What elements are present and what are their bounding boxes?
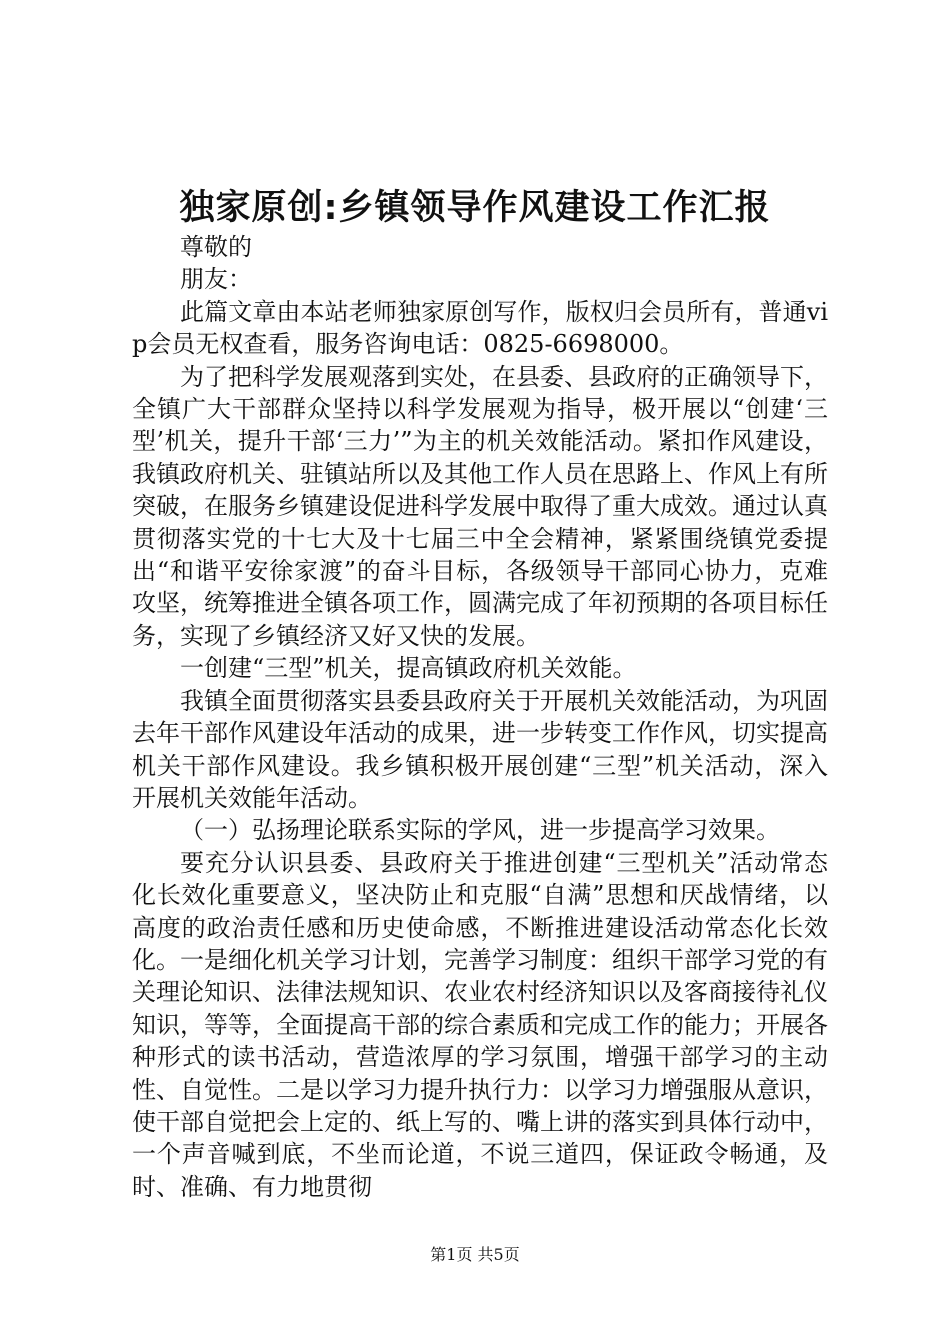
salutation-line-2: 朋友： — [180, 265, 252, 294]
copyright-notice-paragraph: 此篇文章由本站老师独家原创写作，版权归会员所有，普通vip会员无权查看，服务咨询电话：0825-6698000。 — [132, 297, 828, 359]
document-title: 独家原创:乡镇领导作风建设工作汇报 — [179, 188, 771, 228]
intro-paragraph: 为了把科学发展观落到实处，在县委、县政府的正确领导下，全镇广大干部群众坚持以科学发展观为指导，极开展以“创建‘三型’机关，提升干部‘三力’”为主的机关效能活动。紧扣作风建设，我镇政府机关、驻镇站所以及其他工作人员在思路上、作风上有所突破，在服务乡镇建设促进科学发展中取得了重大成效。通过认真贯彻落实党的十七大及十七届三中全会精神，紧紧围绕镇党委提出“和谐平安徐家渡”的奋斗目标，各级领导干部同心协力，克难攻坚，统筹推进全镇各项工作，圆满完成了年初预期的各项目标任务，实现了乡镇经济又好又快的发展。 — [132, 362, 828, 650]
subsection-heading-1: （一）弘扬理论联系实际的学风，进一步提高学习效果。 — [180, 816, 780, 845]
subsection-1-paragraph: 要充分认识县委、县政府关于推进创建“三型机关”活动常态化长效化重要意义，坚决防止和克服“自满”思想和厌战情绪，以高度的政治责任感和历史使命感，不断推进建设活动常态化长效化。一是细化机关学习计划，完善学习制度：组织干部学习党的有关理论知识、法律法规知识、农业农村经济知识以及客商接待礼仪知识，等等，全面提高干部的综合素质和完成工作的能力；开展各种形式的读书活动，营造浓厚的学习氛围，增强干部学习的主动性、自觉性。二是以学习力提升执行力：以学习力增强服从意识，使干部自觉把会上定的、纸上写的、嘴上讲的落实到具体行动中，一个声音喊到底，不坐而论道，不说三道四，保证政令畅通，及时、准确、有力地贯彻 — [132, 848, 828, 1201]
salutation-line-1: 尊敬的 — [180, 233, 252, 261]
section-1-paragraph: 我镇全面贯彻落实县委县政府关于开展机关效能活动，为巩固去年干部作风建设年活动的成果，进一步转变工作作风，切实提高机关干部作风建设。我乡镇积极开展创建“三型”机关活动，深入开展机关效能年活动。 — [132, 686, 828, 812]
document-body — [132, 231, 828, 1203]
page-number-footer: 第1页 共5页 — [430, 1245, 520, 1264]
section-heading-1: 一创建“三型”机关，提高镇政府机关效能。 — [180, 654, 637, 683]
